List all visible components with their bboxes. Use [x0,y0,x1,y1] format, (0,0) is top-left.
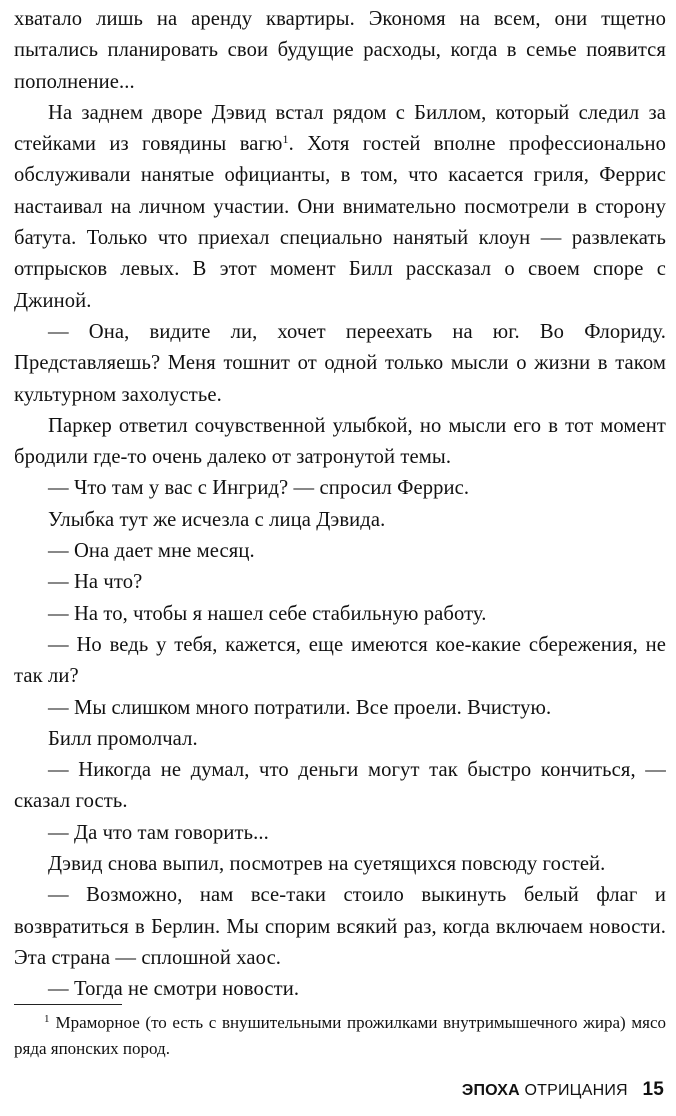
paragraph-8: — На что? [48,571,143,594]
paragraph-2-rest: . Хотя гостей вполне профессионально обслуживали нанятые официанты, в том, что касается гриля, Феррис настаивал на личном участии. Они внимательно посмотрели в сторону батута. Только что приехал специально нанятый клоун — развлекать отпрысков левых. В этот момент Билл рассказал о своем споре с Джиной. [14,133,667,312]
series-title-bold: ЭПОХА [461,1082,520,1099]
footnote-reference: 1 [282,132,289,147]
paragraph-17: — Тогда не смотри новости. [48,978,300,1001]
page-number: 15 [642,1079,664,1100]
paragraph-11: — Мы слишком много потратили. Все проели. Вчистую. [48,696,552,719]
paragraph-2-start: На заднем дворе Дэвид встал рядом с Биллом, который следил за стейками из говядины вагю [14,101,666,156]
paragraph-12: Билл промолчал. [48,727,198,750]
paragraph-6: Улыбка тут же исчезла с лица Дэвида. [48,508,386,531]
paragraph-16: — Возможно, нам все-таки стоило выкинуть белый флаг и возвратиться в Берлин. Мы спорим всякий раз, когда включаем новости. Эта страна — сплошной хаос. [14,884,666,969]
footnote-mark: 1 [44,1013,50,1025]
paragraph-14: — Да что там говорить... [48,821,269,844]
paragraph-7: — Она дает мне месяц. [48,540,255,563]
main-text [14,4,666,1006]
paragraph-4: Паркер ответил сочувственной улыбкой, но мысли его в тот момент бродили где-то очень далеко от затронутой темы. [14,414,666,469]
footnote-text: Мраморное (то есть с внушительными прожилками внутримышечного жира) мясо ряда японских пород. [14,1013,666,1058]
footnote-separator [14,1004,122,1005]
paragraph-3: — Она, видите ли, хочет переехать на юг. Во Флориду. Представляешь? Меня тошнит от одной только мысли о жизни в таком культурном захолустье. [14,320,666,406]
series-title-rest: ОТРИЦАНИЯ [524,1082,628,1099]
paragraph-10: — Но ведь у тебя, кажется, еще имеются кое-какие сбережения, не так ли? [14,633,666,688]
paragraph-13: — Никогда не думал, что деньги могут так быстро кончиться, — сказал гость. [14,759,666,813]
paragraph-1: хватало лишь на аренду квартиры. Экономя на всем, они тщетно пытались планировать свои будущие расходы, когда в семье появится пополнение... [14,8,666,93]
paragraph-5: — Что там у вас с Ингрид? — спросил Феррис. [48,477,470,500]
paragraph-15: Дэвид снова выпил, посмотрев на суетящихся повсюду гостей. [48,853,606,876]
paragraph-2 [14,98,666,317]
running-footer [462,1079,664,1101]
footnote [14,1010,666,1061]
paragraph-9: — На то, чтобы я нашел себе стабильную работу. [48,602,487,625]
